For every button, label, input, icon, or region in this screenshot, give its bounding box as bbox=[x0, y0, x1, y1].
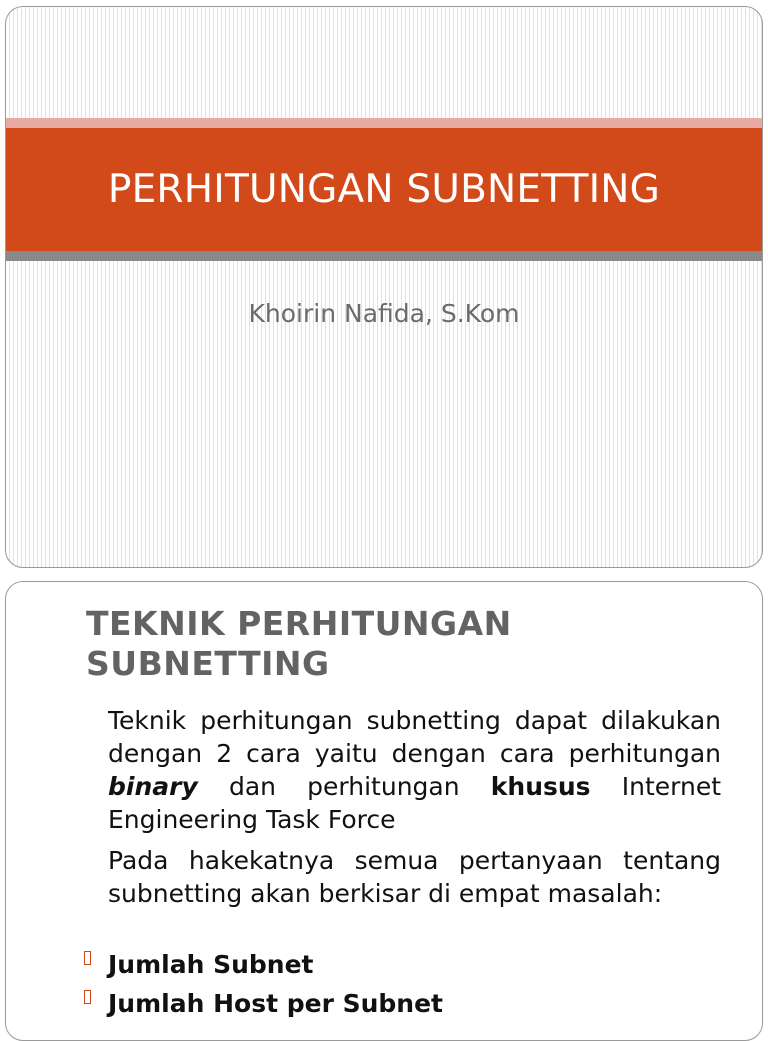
slide-title: PERHITUNGAN SUBNETTING bbox=[107, 167, 661, 212]
bullet-text: Jumlah Host per Subnet bbox=[108, 989, 444, 1018]
title-band-top-stripe bbox=[6, 118, 762, 128]
content-slide bbox=[5, 581, 763, 1041]
title-slide bbox=[5, 6, 763, 568]
bullet-text: Jumlah Subnet bbox=[108, 950, 314, 979]
slide-subtitle: Khoirin Nafida, S.Kom bbox=[248, 299, 520, 328]
bullet-marker-icon bbox=[84, 951, 91, 965]
paragraph-text: Teknik perhitungan subnetting dapat dilakukan dengan 2 cara yaitu dengan cara perhitungan bbox=[108, 706, 721, 768]
title-band-bottom-stripe bbox=[6, 251, 762, 261]
paragraph-text: Internet Engineering Task Force bbox=[108, 772, 721, 834]
paragraph-methods bbox=[108, 704, 721, 836]
bullet-marker-icon bbox=[84, 990, 91, 1004]
paragraph-text: dan perhitungan bbox=[197, 772, 491, 801]
title-band bbox=[6, 128, 762, 251]
paragraph-problems: Pada hakekatnya semua pertanyaan tentang subnetting akan berkisar di empat masalah: bbox=[108, 846, 721, 908]
section-heading: TEKNIK PERHITUNGAN SUBNETTING bbox=[86, 604, 512, 683]
emphasis-khusus: khusus bbox=[490, 772, 591, 801]
emphasis-binary: binary bbox=[108, 772, 198, 801]
